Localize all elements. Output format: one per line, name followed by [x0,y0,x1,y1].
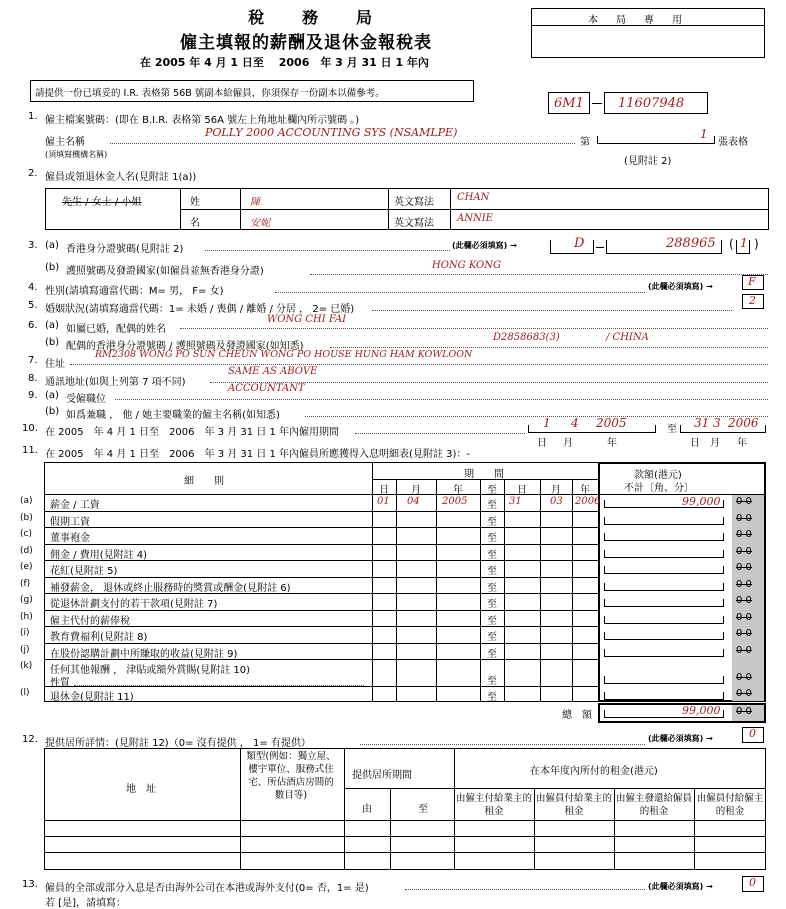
row-line [44,593,598,594]
item-5-num: 5. [28,300,38,311]
item-9b-tag: (b) [45,406,60,417]
to-label: 至 [487,615,497,627]
hkid-check: 1 [740,236,748,250]
postal-address: SAME AS ABOVE [228,366,318,377]
amount-field[interactable] [604,692,724,700]
emp-to-month: 3 [713,416,721,430]
row-label: 任何其他報酬 ， 津貼或額外賞賜(見附註 10) [50,665,251,676]
col-divider [480,479,481,702]
file-number: 11607948 [618,96,685,111]
cents-value: 0 0 [736,672,752,683]
amount-header: 款額(港元) [634,470,682,481]
office-use-label: 本 局 專 用 [588,15,686,26]
row-line [44,686,598,687]
row-tag: (k) [20,661,33,671]
row-label-nature: 性質 [50,678,70,689]
item-3a-tag: (a) [45,240,59,251]
row-label: 假期工資 [50,516,90,528]
period-col-header: 至 [487,485,497,496]
item-10-text: 在 2005 年 4 月 1 日至 2006 年 3 月 31 日 1 年內僱用期間 [45,427,340,438]
row-line [44,659,598,660]
row-line [44,610,598,611]
must-fill-3a: (此欄必須填寫) → [452,241,517,250]
tax-form-page: 稅 務 局 僱主填報的薪酬及退休金報稅表 在 2005 年 4 月 1 日至 2006 年 3 月 31 日 1 年內 本 局 專 用 請提供一份已填妥的 I.R. 表格第 56B 號副本給僱員，你須保存一份副本以備參考。 6M1 11607948 1. 僱主檔案號碼：(即在 B.I.R. 表格第 56A 號左上角地址欄內所示號碼 。) 僱主名稱 (須填寫機構名稱) POLLY 2000 ACCOUNTING SYS (NSAMLPE) 第 1 張表格 (見附註 2) 2. 僱員或領退休金人名(見附註 1(a)) 先生 / 女士 / 小姐 姓 名 陳 安妮 英文寫法 英文寫法 CHAN ANNIE 3. (a) 香港身分證號碼(見附註 2) (此欄必須填寫) → D 288965 ( 1 ) (b) 護照號碼及發證國家(如僱員並無香港身分證) HONG KONG 4. 性別(請填寫適當代碼：M= 男， F= 女) (此欄必須填寫) → F 5. 婚姻狀況(請填寫適當代碼：1= 未婚 / 喪偶 / 離婚 / 分居 ， 2= 已婚) 2 6. (a) 如屬已婚，配偶的姓名 WONG CHI FAI (b) 配偶的香港身分證號碼 / 護照號碼及發證國家(如知悉) D2858683(3) / CHINA 7. 住址 RM2308 WONG PO SUN CHEUN WONG PO HOUSE HUNG HAM KOWLOON 8. 通訊地址(如與上列第 7 項不同) SAME AS ABOVE 9. (a) 受僱職位 ACCOUNTANT (b) 如爲兼職 ， 他 / 她主要職業的僱主名稱(如知悉) 10. 在 2005 年 4 月 1 日至 2006 年 3 月 31 日 1 年內僱用期間 1 4 2005 至 31 3 2006 日 月 年 日 月 年 11. 在 2005 年 4 月 1 日至 2006 年 3 月 31 日 1 年內僱員所應獲得入息明細表(見附註 3)：- 細 則 期 間 款額(港元) 不計〔角、分〕 日 月 年 至 日 月 年 (a) 薪金 / 工資 至 01 04 2005 31 03 2006 99,000 0 0 (b) 假期工資 至 0 0 (c) 董事袍金 至 0 0 (d) 佣金 / 費用(見附註 4) 至 0 0 (e) 花紅(見附註 5) 至 0 0 (f) 補發薪金， 退休或終止服務時的獎賞或酬金(見附註 6) 至 0 0 (g) 從退休計劃支付的若干款項(見附註 7) 至 0 0 (h) 僱主代付的薪俸稅 至 0 0 (i) 教育費福利(見附註 8) 至 0 0 (j) 在股份認購計劃中所賺取的收益(見附註 9) 至 0 0 (k) 任何其他報酬 ， 津貼或額外賞賜(見附註 10) 性質 至 0 0 (l) 退休金(見附註 11) 至 0 0 總 額 99,000 0 0 12. 提供居所詳情：(見附註 12)（0= 沒有提供 ， 1= 有提供） (此欄必須填寫) → 0 地 址 類型(例如：獨立屋、樓宇單位、服務式住宅、所佔酒店房間的數目等) 提供居所期間 由 至 在本年度內所付的租金(港元) 由僱主付給業主的租金 由僱員付給業主的租金 由僱主發還給僱員的租金 由僱員付給僱主的租金 13. 僱員的全部或部分入息是否由海外公司在本港或海外支付(0= 否，1= 是) (此欄必須填寫) → 0 若 [是]，請填寫： [0,0,786,908]
item-9a-tag: (a) [45,390,59,401]
row-tag: (i) [20,628,30,638]
must-fill-12: (此欄必須填寫) → [648,734,713,743]
address-value: RM2308 WONG PO SUN CHEUN WONG PO HOUSE HUNG HAM KOWLOON [95,349,473,360]
cents-value: 0 0 [736,496,752,507]
cents-value: 0 0 [736,644,752,656]
item-8-num: 8. [28,373,38,384]
given-name-value: 安妮 [250,218,270,229]
period-header: 期 間 [464,469,504,480]
col-divider [504,479,505,702]
item-6b-text: 配偶的香港身分證號碼 / 護照號碼及發證國家(如知悉) [66,341,304,352]
item-13-sub: 若 [是]，請填寫： [45,898,126,909]
item-6-num: 6. [28,320,38,331]
housing-rent-header: 在本年度內所付的租金(港元) [530,766,658,777]
row-tag: (l) [20,687,30,698]
eng-label-1: 英文寫法 [394,197,434,208]
form-title: 僱主填報的薪酬及退休金報稅表 [180,33,432,53]
to-label: 至 [487,533,497,544]
col-divider [436,479,437,702]
sheet-number-field[interactable] [597,136,715,144]
item-10-num: 10. [22,423,38,434]
item-12-text: 提供居所詳情：(見附註 12)（0= 沒有提供 ， 1= 有提供） [45,738,311,749]
row-tag: (f) [20,578,31,589]
col-divider [572,479,573,702]
surname-label: 姓 [190,197,200,208]
eng-label-2: 英文寫法 [394,218,434,229]
emp-from-year: 2005 [596,416,627,430]
emp-from-day: 1 [543,416,551,430]
item-9-num: 9. [28,390,38,401]
amount-value: 99,000 [682,495,721,508]
rent-col-header: 由僱員付給業主的租金 [536,793,613,817]
item-13-text: 僱員的全部或部分入息是否由海外公司在本港或海外支付(0= 否，1= 是) [45,883,369,894]
row-tag: (g) [20,595,33,605]
file-prefix: 6M1 [554,96,584,111]
amount-field[interactable] [604,632,724,640]
row-label: 僱主代付的薪俸稅 [50,615,130,627]
to-label: 至 [487,566,497,577]
sheet-number: 1 [700,127,708,141]
from-year: 2005 [442,496,468,507]
item-2-num: 2. [28,168,38,179]
row-label: 退休金(見附註 11) [50,691,134,703]
row-line [44,511,598,512]
income-table [20,462,766,722]
period-col-header: 年 [453,485,463,496]
row-line [44,577,598,578]
row-line [44,643,598,644]
eng-surname: CHAN [457,192,490,203]
cents-value: 0 0 [736,611,752,623]
row-tag: (h) [20,611,33,622]
cents-value: 0 0 [736,628,752,639]
to-label: 至 [487,691,497,703]
row-label: 補發薪金， 退休或終止服務時的獎賞或酬金(見附註 6) [50,582,291,594]
row-tag: (a) [20,496,33,506]
must-fill-4: (此欄必須填寫) → [648,282,713,291]
notice-text: 請提供一份已填妥的 I.R. 表格第 56B 號副本給僱員，你須保存一份副本以備參考。 [35,88,385,99]
item-9b-text: 如爲兼職 ， 他 / 她主要職業的僱主名稱(如知悉) [66,410,280,421]
amount-field[interactable] [604,583,724,591]
dmy-label: 日 [690,438,700,449]
period-col-header: 月 [411,485,421,496]
item-1-text: 僱主檔案號碼：(即在 B.I.R. 表格第 56A 號左上角地址欄內所示號碼 。) [45,115,360,126]
item-7-num: 7. [28,355,38,366]
item-9a-text: 受僱職位 [66,394,106,405]
cents-value: 0 0 [736,512,752,524]
eng-given-name: ANNIE [457,213,493,224]
given-name-label: 名 [190,218,200,229]
dmy-label: 月 [563,438,573,449]
row-tag: (j) [20,644,30,655]
emp-from-month: 4 [571,416,579,430]
amount-subheader: 不計〔角、分〕 [624,483,694,494]
to-label: 至 [487,516,497,528]
sex-value: F [748,275,756,288]
row-tag: (e) [20,562,33,572]
row-label: 花紅(見附註 5) [50,566,118,577]
passport-value: HONG KONG [432,260,501,271]
row-line [44,626,598,627]
amount-field[interactable] [604,566,724,574]
item-12-num: 12. [22,734,38,745]
employer-name-value: POLLY 2000 ACCOUNTING SYS (NSAMLPE) [205,126,458,139]
cents-value: 0 0 [736,529,752,540]
cents-value: 0 0 [736,545,752,557]
marital-value: 2 [749,294,756,307]
period-col-header: 月 [551,485,561,496]
row-label: 從退休計劃支付的若干款項(見附註 7) [50,599,218,610]
to-day: 31 [509,496,522,507]
total-cents: 0 0 [736,706,752,717]
dmy-label: 日 [537,438,547,449]
item-11-text: 在 2005 年 4 月 1 日至 2006 年 3 月 31 日 1 年內僱員所應獲得入息明細表(見附註 3)：- [45,449,470,460]
col-divider [540,479,541,702]
period-col-header: 日 [379,485,389,496]
to-label: 至 [487,599,497,610]
spouse-country: / CHINA [606,332,649,343]
dmy-label: 年 [607,438,617,449]
overseas-value: 0 [749,876,756,889]
row-label: 薪金 / 工資 [50,500,100,511]
housing-value: 0 [749,727,756,740]
item-3b-text: 護照號碼及發證國家(如僱員並無香港身分證) [66,266,264,277]
cents-value: 0 0 [736,562,752,573]
employer-name-label: 僱主名稱 [45,137,85,148]
dept-title: 稅 務 局 [248,8,375,27]
housing-address-header: 地 址 [126,784,156,795]
amount-field[interactable] [604,616,724,624]
period-col-header: 日 [517,485,527,496]
row-line [44,560,598,561]
to-label: 至 [487,632,497,643]
housing-period-header: 提供居所期間 [352,770,412,781]
hkid-letter: D [574,236,585,251]
row-label: 教育費福利(見附註 8) [50,632,148,643]
hkid-number: 288965 [666,236,716,251]
item-4-num: 4. [28,282,38,293]
row-tag: (c) [20,529,32,539]
cents-value: 0 0 [736,687,752,699]
to-label: 至 [487,582,497,594]
item-3a-text: 香港身分證號碼(見附註 2) [66,244,184,255]
emp-to-year: 2006 [728,416,759,430]
employer-name-sub: (須填寫機構名稱) [45,150,108,159]
housing-to-header: 至 [418,804,428,815]
col-divider [372,462,373,702]
from-day: 01 [377,496,390,507]
cents-value: 0 0 [736,578,752,590]
total-amount: 99,000 [682,704,721,717]
row-label: 董事袍金 [50,533,90,544]
rent-col-header: 由僱主付給業主的租金 [456,793,533,817]
item-11-num: 11. [22,445,38,456]
item-6b-tag: (b) [45,337,60,348]
total-label: 總 額 [562,710,592,721]
housing-from-header: 由 [362,804,372,815]
cents-value: 0 0 [736,595,752,606]
item-2-text: 僱員或領退休金人名(見附註 1(a)) [45,172,197,183]
item-6a-text: 如屬已婚，配偶的姓名 [66,324,166,335]
surname-value: 陳 [250,197,260,208]
amount-field[interactable] [604,599,724,607]
rent-col-header: 由僱主發還給僱員的租金 [616,793,693,817]
item-1-num: 1. [28,111,38,122]
to-label: 至 [487,648,497,660]
to-month: 03 [550,496,563,507]
housing-type-header: 類型(例如：獨立屋、樓宇單位、服務式住宅、所佔酒店房間的數目等) [246,751,336,801]
sheet-suffix: 張表格 [718,137,748,148]
amount-field[interactable] [604,550,724,558]
from-month: 04 [407,496,420,507]
amount-field[interactable] [604,649,724,657]
sheet-note: (見附註 2) [624,156,672,167]
to-label: 至 [487,676,497,687]
hkid-letter-field[interactable] [550,240,594,254]
form-period: 在 2005 年 4 月 1 日至 2006 年 3 月 31 日 1 年內 [140,56,429,69]
row-tag: (b) [20,512,33,523]
amount-field[interactable] [604,676,724,684]
row-line [44,544,598,545]
total-frame [598,703,766,723]
item-8-text: 通訊地址(如與上列第 7 項不同) [45,377,186,388]
period-col-header: 年 [580,485,590,496]
row-line [44,527,598,528]
position-value: ACCOUNTANT [228,383,305,394]
rent-col-header: 由僱員付給僱主的租金 [696,793,764,817]
sheet-prefix: 第 [580,137,590,148]
item-3b-tag: (b) [45,262,60,273]
item-4-text: 性別(請填寫適當代碼：M= 男， F= 女) [45,286,224,297]
dmy-label: 月 [710,438,720,449]
spouse-name: WONG CHI FAI [267,314,347,325]
header-bottom [44,494,766,495]
item-5-text: 婚姻狀況(請填寫適當代碼：1= 未婚 / 喪偶 / 離婚 / 分居 ， 2= 已婚) [45,304,355,315]
amount-field[interactable] [604,533,724,541]
item-6a-tag: (a) [45,320,59,331]
emp-to-label: 至 [667,424,677,435]
to-year: 2006 [575,496,601,507]
row-label: 在股份認購計劃中所賺取的收益(見附註 9) [50,648,238,660]
title-options: 先生 / 女士 / 小姐 [62,197,142,208]
items-header: 細 則 [184,476,224,487]
row-tag: (d) [20,545,33,556]
item-3-num: 3. [28,240,38,251]
to-label: 至 [487,500,497,511]
item-7-text: 住址 [45,359,65,370]
dmy-label: 年 [737,438,747,449]
must-fill-13: (此欄必須填寫) → [648,882,713,891]
to-label: 至 [487,549,497,561]
row-label: 佣金 / 費用(見附註 4) [50,549,148,561]
spouse-id: D2858683(3) [493,332,560,343]
amount-field[interactable] [604,517,724,525]
item-13-num: 13. [22,879,38,890]
emp-to-day: 31 [694,416,710,430]
col-divider [396,479,397,702]
